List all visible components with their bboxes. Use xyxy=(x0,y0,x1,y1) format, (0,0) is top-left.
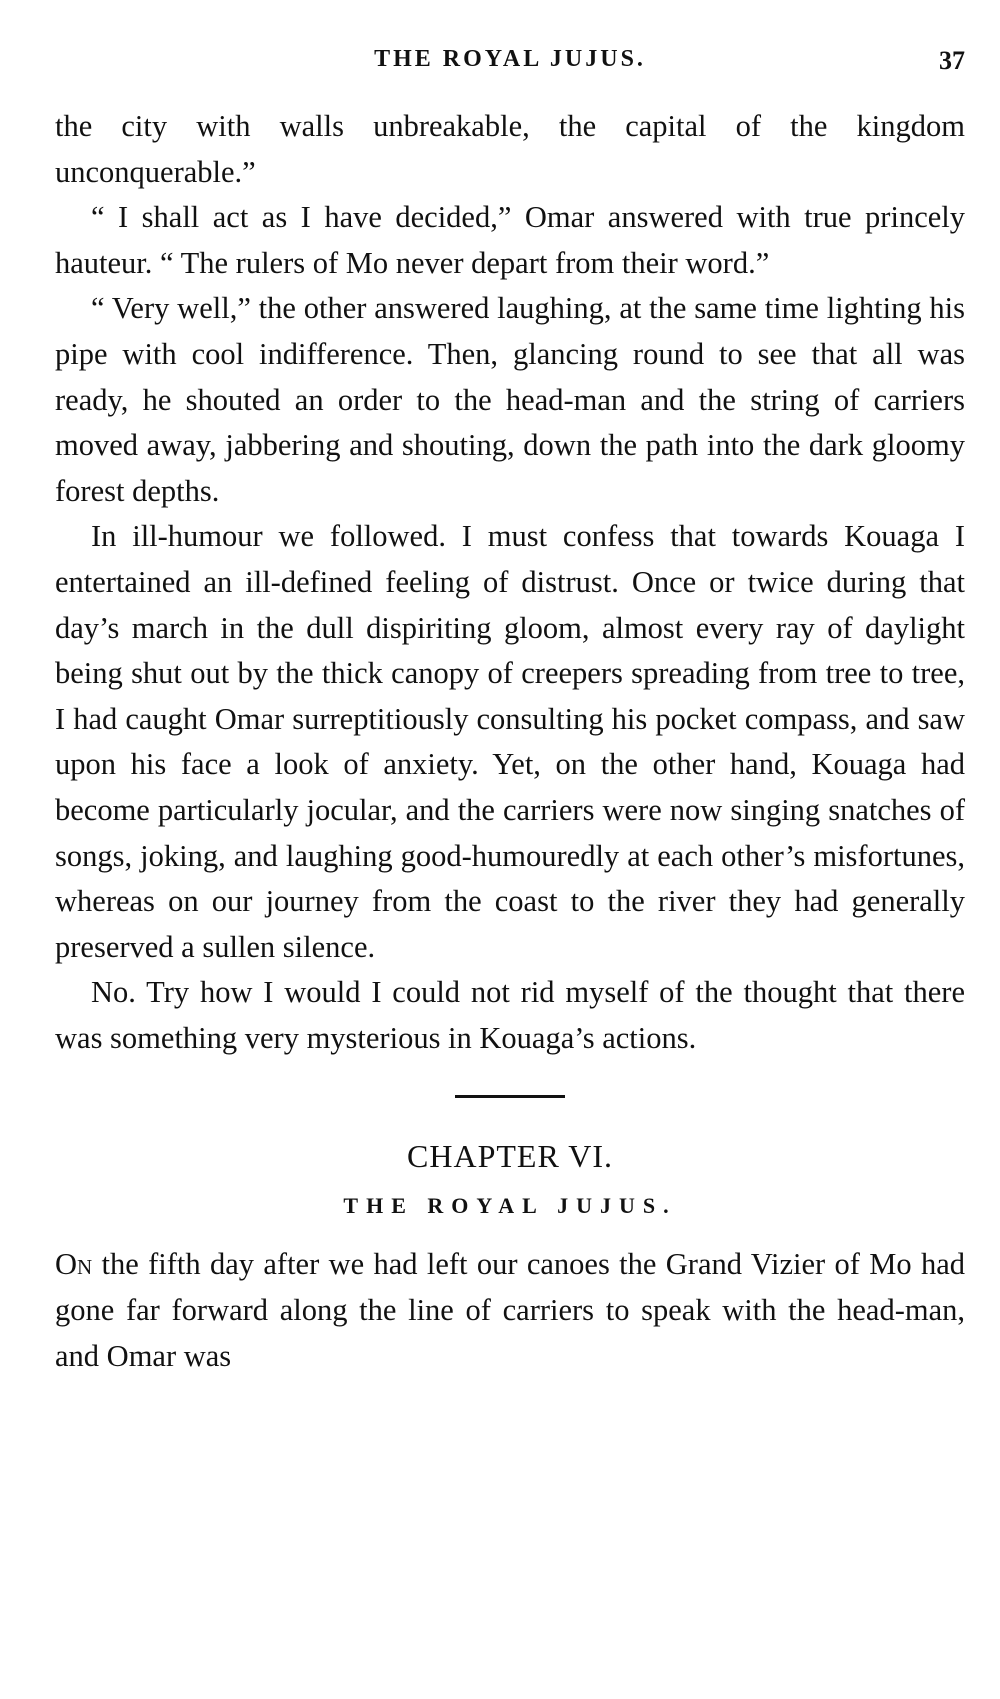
chapter-opening-text: the fifth day after we had left our canoes the Grand Vizier of Mo had gone far forward along the line of carriers to speak with the head-man, and Omar was xyxy=(55,1247,965,1373)
paragraph-very-well: “ Very well,” the other answered laughing, at the same time lighting his pipe with cool indifference. Then, glancing round to see that all was ready, he shouted an order to the head-man and the string of carriers moved away, jabbering and shouting, down the path into the dark gloomy forest depths. xyxy=(55,291,965,508)
book-page xyxy=(55,40,965,1379)
paragraph-omar-reply: “ I shall act as I have decided,” Omar answered with true princely hauteur. “ The rulers of Mo never depart from their word.” xyxy=(55,200,965,280)
running-header xyxy=(55,40,965,80)
chapter-heading: CHAPTER VI. xyxy=(407,1138,613,1175)
section-divider xyxy=(455,1095,565,1098)
chapter-subtitle: THE ROYAL JUJUS. xyxy=(343,1193,677,1219)
paragraph-chapter-opening xyxy=(55,1242,965,1379)
paragraph-no-try: No. Try how I would I could not rid myself of the thought that there was something very mysterious in Kouaga’s actions. xyxy=(55,975,965,1055)
running-title: THE ROYAL JUJUS. xyxy=(374,46,646,72)
paragraph-continuation: the city with walls unbreakable, the capital of the kingdom unconquerable.” xyxy=(55,109,965,189)
body-text xyxy=(55,104,965,1061)
paragraph-ill-humour: In ill-humour we followed. I must confess that towards Kouaga I entertained an ill-defined feeling of distrust. Once or twice during that day’s march in the dull dispiriting gloom, almost every ray of daylight being shut out by the thick canopy of creepers spreading from tree to tree, I had caught Omar surreptitiously consulting his pocket compass, and saw upon his face a look of anxiety. Yet, on the other hand, Kouaga had become particularly jocular, and the carriers were now singing snatches of songs, joking, and laughing good-humouredly at each other’s misfortunes, whereas on our journey from the coast to the river they had generally preserved a sullen silence. xyxy=(55,519,965,964)
chapter-opening-word: On xyxy=(55,1247,93,1282)
page-number: 37 xyxy=(939,46,965,75)
chapter-body xyxy=(55,1242,965,1379)
